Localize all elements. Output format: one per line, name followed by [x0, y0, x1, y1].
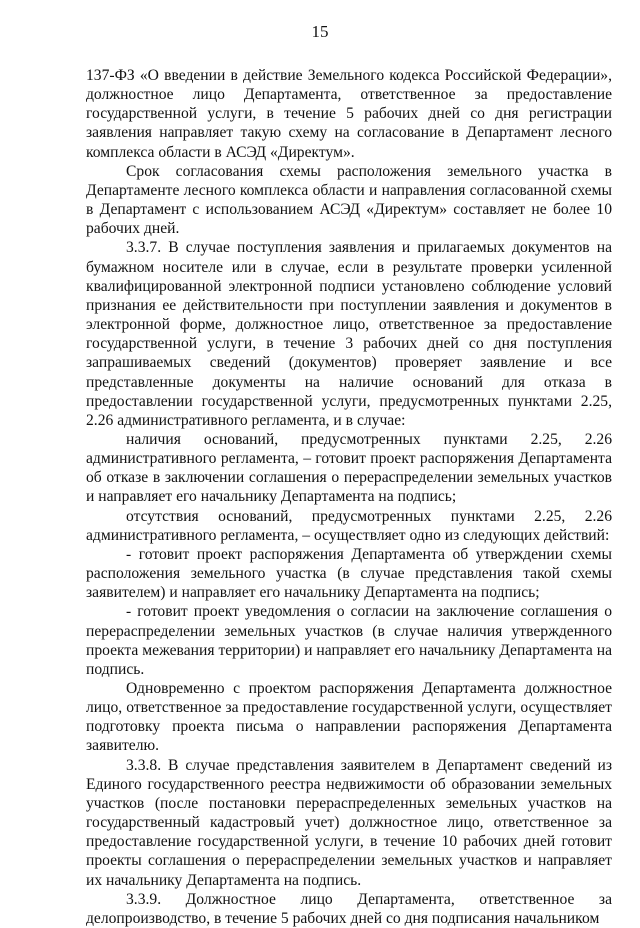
paragraph-continuation: 137-ФЗ «О введении в действие Земельного кодекса Российской Федерации», должностное лицо Департамента, ответственное за предоставление государственной услуги, в течение 5 рабочих дней со дня регистрации заявления направляет такую схему на согласование в Департамент лесного комплекса области в АСЭД «Директум». — [86, 67, 612, 161]
paragraph-grounds-absent: отсутствия оснований, предусмотренных пунктами 2.25, 2.26 административного регламента, – осуществляет одно из следующих действий: — [86, 507, 612, 544]
document-body — [86, 66, 612, 928]
list-item-consent-notice: - готовит проект уведомления о согласии на заключение соглашения о перераспределении земельных участков (в случае наличия утвержденного проекта межевания территории) и направляет его начальнику Департамента на подпись. — [86, 603, 612, 678]
paragraph-approval-term: Срок согласования схемы расположения земельного участка в Департаменте лесного комплекса области и направления согласованной схемы в Департамент с использованием АСЭД «Директум» составляет не более 10 рабочих дней. — [86, 162, 612, 238]
paragraph-3-3-7: 3.3.7. В случае поступления заявления и прилагаемых документов на бумажном носителе или в случае, если в результате проверки усиленной квалифицированной электронной подписи установлено соблюдение условий признания ее действительности при поступлении заявления и документов в электронной форме, должностное лицо, ответственное за предоставление государственной услуги, в течение 3 рабочих дней со дня поступления запрашиваемых сведений (документов) проверяет заявление и все представленные документы на наличие оснований для отказа в предоставлении государственной услуги, предусмотренных пунктами 2.25, 2.26 административного регламента, и в случае: — [86, 239, 612, 429]
page-number: 15 — [311, 22, 329, 41]
list-item-approve-scheme: - готовит проект распоряжения Департамента об утверждении схемы расположения земельного участка (в случае представления такой схемы заявителем) и направляет его начальнику Департамента на подпись; — [86, 545, 612, 602]
paragraph-3-3-9: 3.3.9. Должностное лицо Департамента, ответственное за делопроизводство, в течение 5 рабочих дней со дня подписания начальником — [86, 890, 612, 927]
paragraph-letter-draft: Одновременно с проектом распоряжения Департамента должностное лицо, ответственное за предоставление государственной услуги, осуществляет подготовку проекта письма о направлении распоряжения Департамента заявителю. — [86, 680, 612, 755]
paragraph-grounds-present: наличия оснований, предусмотренных пунктами 2.25, 2.26 административного регламента, – готовит проект распоряжения Департамента об отказе в заключении соглашения о перераспределении земельных участков и направляет его начальнику Департамента на подпись; — [86, 430, 612, 506]
paragraph-3-3-8: 3.3.8. В случае представления заявителем в Департамент сведений из Единого государственного реестра недвижимости об образовании земельных участков (после постановки перераспределенных земельных участков на государственный кадастровый учет) должностное лицо, ответственное за предоставление государственной услуги, в течение 10 рабочих дней готовит проекты соглашения о перераспределении земельных участков и направляет их начальнику Департамента на подпись. — [86, 756, 612, 889]
